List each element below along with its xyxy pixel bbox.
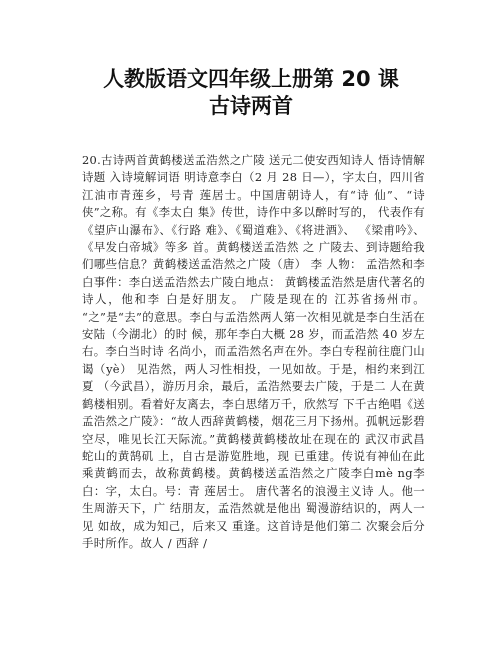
- document-title-line-1: 人教版语文四年级上册第 20 课: [103, 67, 399, 91]
- document-title-line-2: 古诗两首: [209, 94, 293, 118]
- document-body-text: 20.古诗两首黄鹤楼送孟浩然之广陵 送元二使安西知诗人 悟诗情解诗题 入诗境解词语 明诗意李白（2 月 28 日—），字太白，四川省江油市青莲乡，号青 莲居士。中国唐朝诗人，有“诗 仙”、“诗侠”之称。有《李太白 集》传世，诗作中多以醉时写的， 代表作有《望庐山瀑布》、《行路 难》、《蜀道难》、《将进酒》、 《梁甫吟》、《早发白帝城》等多 首。黄鹤楼送孟浩然 之 广陵去、到诗题给我们哪些信息？黄鹤楼送孟浩然之广陵（唐） 李 人物： 孟浩然和李白事件：李白送孟浩然去广陵白地点： 黄鹤楼孟浩然是唐代著名的 诗人，他和李 白是好朋友。 广陵是现在的 江苏省扬州市。 “之”是“去”的意思。李白与孟浩然两人第一次相见就是李白生活在安陆（今湖北）的时 候，那年李白大概 28 岁，而孟浩然 40 岁左右。李白当时诗 名尚小，而孟浩然名声在外。李白专程前往鹿门山谒（yè） 见浩然，两人习性相投，一见如故。于是，相约来到江夏 （今武昌），游历月余，最后，孟浩然要去广陵，于是二 人在黄鹤楼相别。看着好友离去，李白思绪万千，欣然写 下千古绝唱《送孟浩然之广陵》：“故人西辞黄鹤楼，烟花三月下扬州。孤帆远影碧空尽，唯见长江天际流。”黄鹤楼黄鹤楼故址在现在的 武汉市武昌蛇山的黄鹄矶 上，自古是游览胜地，现 已重建。传说有神仙在此 乘黄鹤而去，故称黄鹤楼。黄鹤楼送孟浩然之广陵李白mè ng李白：字，太白。号：青 莲居士。 唐代著名的浪漫主义诗 人。他一生周游天下，广 结朋友，孟浩然就是他出 蜀漫游结识的，两人一见 如故，成为知己，后来又 重逢。这首诗是他们第二 次聚会后分手时所作。故人 / 西辞 /: [82, 153, 425, 550]
